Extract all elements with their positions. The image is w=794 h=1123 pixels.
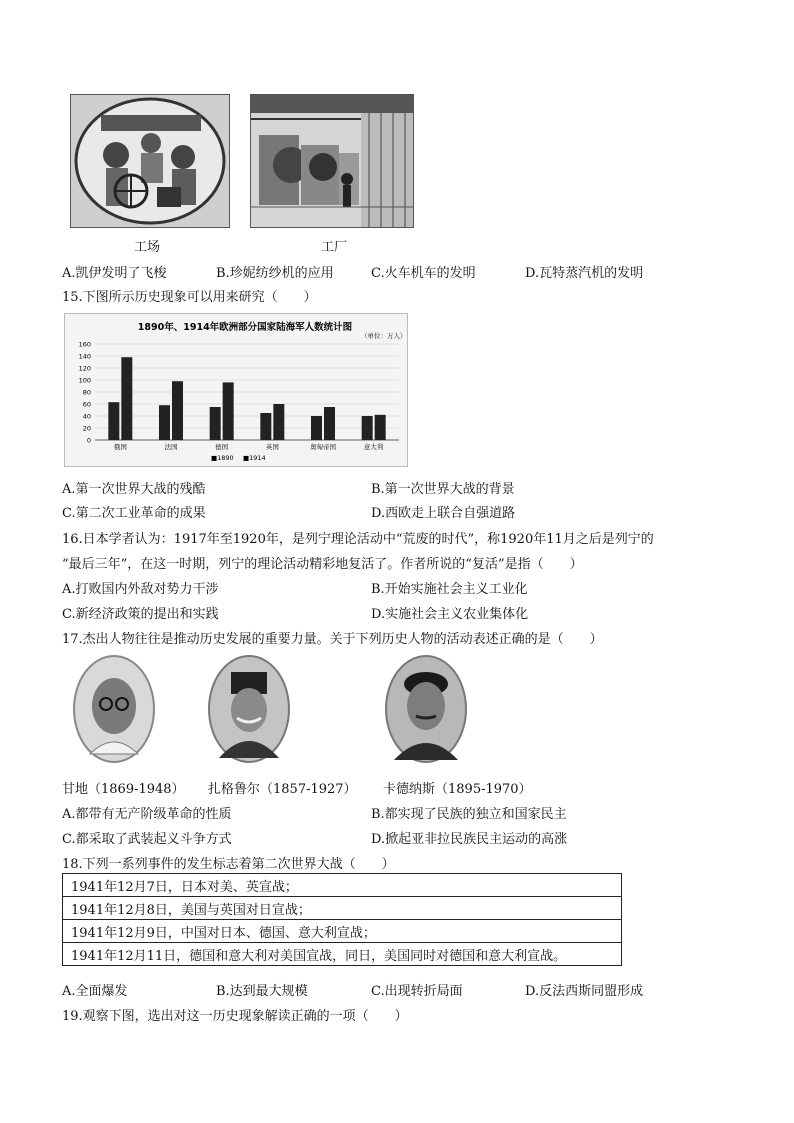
event-cell: 1941年12月8日，美国与英国对日宣战； xyxy=(63,897,622,920)
q15-option-a[interactable]: A.第一次世界大战的残酷 xyxy=(62,482,206,497)
q16-option-d[interactable]: D.实施社会主义农业集体化 xyxy=(371,607,529,622)
factory-photo xyxy=(250,94,414,228)
y-tick-label: 60 xyxy=(82,400,91,409)
q18-option-d[interactable]: D.反法西斯同盟形成 xyxy=(525,984,644,999)
y-tick-label: 100 xyxy=(78,376,91,385)
q15-option-b[interactable]: B.第一次世界大战的背景 xyxy=(371,482,515,497)
legend-item: ■1914 xyxy=(243,454,266,462)
q17-option-c[interactable]: C.都采取了武装起义斗争方式 xyxy=(62,832,232,847)
q18-option-b[interactable]: B.达到最大规模 xyxy=(216,984,308,999)
bar-1890-3 xyxy=(260,413,271,440)
bar-1914-5 xyxy=(375,415,386,440)
zaghloul-portrait xyxy=(207,654,291,764)
q14-option-b[interactable]: B.珍妮纺纱机的应用 xyxy=(216,266,334,281)
q17-stem: 17.杰出人物往往是推动历史发展的重要力量。关于下列历史人物的活动表述正确的是（ ） xyxy=(62,632,603,647)
bar-1890-1 xyxy=(159,405,170,440)
bar-1914-4 xyxy=(324,407,335,440)
chart-svg xyxy=(65,314,407,466)
x-tick-label: 法国 xyxy=(164,443,178,451)
factory-illustration xyxy=(251,95,413,227)
y-tick-label: 40 xyxy=(82,412,91,421)
x-tick-label: 意大利 xyxy=(363,443,384,451)
workshop-caption: 工场 xyxy=(134,240,161,255)
bar-1914-3 xyxy=(273,404,284,440)
table-row xyxy=(63,897,622,920)
table-row xyxy=(63,874,622,897)
event-cell: 1941年12月9日，中国对日本、德国、意大利宣战； xyxy=(63,920,622,943)
q16-stem-line1: 16.日本学者认为：1917年至1920年，是列宁理论活动中“荒废的时代”，称1920年11月之后是列宁的 xyxy=(62,532,654,547)
q14-option-c[interactable]: C.火车机车的发明 xyxy=(371,266,476,281)
zaghloul-caption: 扎格鲁尔（1857-1927） xyxy=(208,782,357,797)
q17-option-b[interactable]: B.都实现了民族的独立和国家民主 xyxy=(371,807,567,822)
bar-1890-0 xyxy=(108,402,119,440)
cardenas-portrait xyxy=(384,654,468,764)
q16-stem-line2: “最后三年”，在这一时期，列宁的理论活动精彩地复活了。作者所说的“复活”是指（ ） xyxy=(62,557,583,572)
q17-option-d[interactable]: D.掀起亚非拉民族民主运动的高涨 xyxy=(371,832,568,847)
y-tick-label: 120 xyxy=(78,364,91,373)
x-tick-label: 俄国 xyxy=(113,443,127,451)
y-tick-label: 80 xyxy=(82,388,91,397)
legend-item: ■1890 xyxy=(211,454,234,462)
q15-stem: 15.下图所示历史现象可以用来研究（ ） xyxy=(62,290,317,305)
q16-option-a[interactable]: A.打败国内外敌对势力干涉 xyxy=(62,582,219,597)
q14-option-d[interactable]: D.瓦特蒸汽机的发明 xyxy=(525,266,644,281)
q17-option-a[interactable]: A.都带有无产阶级革命的性质 xyxy=(62,807,232,822)
bar-1914-2 xyxy=(223,382,234,440)
y-tick-label: 140 xyxy=(78,352,91,361)
y-tick-label: 0 xyxy=(86,436,91,445)
x-tick-label: 奥匈帝国 xyxy=(310,443,336,451)
x-tick-label: 德国 xyxy=(215,443,229,451)
chart-unit: （单位：万人） xyxy=(361,332,407,340)
q19-stem: 19.观察下图，选出对这一历史现象解读正确的一项（ ） xyxy=(62,1009,408,1024)
event-cell: 1941年12月11日，德国和意大利对美国宣战，同日，美国同时对德国和意大利宣战。 xyxy=(63,943,622,966)
bar-1890-5 xyxy=(362,416,373,440)
q18-stem: 18.下列一系列事件的发生标志着第二次世界大战（ ） xyxy=(62,857,395,872)
workshop-illustration xyxy=(71,95,229,227)
bar-1914-0 xyxy=(121,357,132,440)
gandhi-portrait xyxy=(72,654,156,764)
bar-1914-1 xyxy=(172,381,183,440)
q15-option-d[interactable]: D.西欧走上联合自强道路 xyxy=(371,506,516,521)
factory-caption: 工厂 xyxy=(321,240,348,255)
q18-option-a[interactable]: A.全面爆发 xyxy=(62,984,128,999)
gandhi-caption: 甘地（1869-1948） xyxy=(62,782,185,797)
q18-option-c[interactable]: C.出现转折局面 xyxy=(371,984,463,999)
q16-option-b[interactable]: B.开始实施社会主义工业化 xyxy=(371,582,528,597)
army-size-chart xyxy=(64,313,408,467)
q14-option-a[interactable]: A.凯伊发明了飞梭 xyxy=(62,266,167,281)
q15-option-c[interactable]: C.第二次工业革命的成果 xyxy=(62,506,206,521)
cardenas-caption: 卡德纳斯（1895-1970） xyxy=(383,782,532,797)
y-tick-label: 20 xyxy=(82,424,91,433)
y-tick-label: 160 xyxy=(78,340,91,349)
events-table xyxy=(62,873,622,966)
table-row xyxy=(63,943,622,966)
x-tick-label: 英国 xyxy=(265,443,279,451)
table-row xyxy=(63,920,622,943)
chart-title: 1890年、1914年欧洲部分国家陆海军人数统计图 xyxy=(137,322,353,333)
bar-1890-4 xyxy=(311,416,322,440)
q16-option-c[interactable]: C.新经济政策的提出和实践 xyxy=(62,607,219,622)
workshop-photo xyxy=(70,94,230,228)
bar-1890-2 xyxy=(210,407,221,440)
event-cell: 1941年12月7日，日本对美、英宣战； xyxy=(63,874,622,897)
